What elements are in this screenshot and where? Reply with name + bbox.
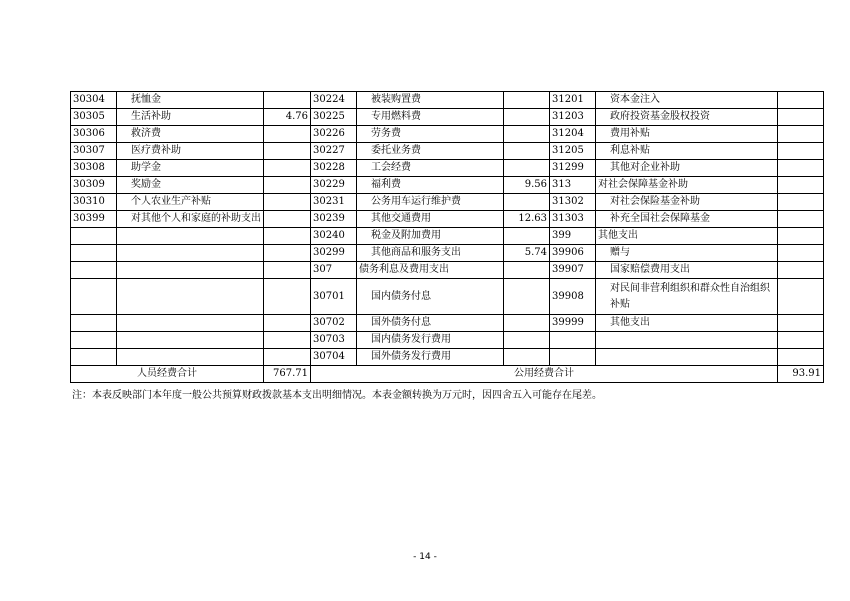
name-cell: 救济费 [117,126,264,143]
code-cell: 30239 [311,211,357,228]
table-row [71,245,824,262]
value-cell [264,177,311,194]
table-row [71,92,824,109]
code-cell: 30226 [311,126,357,143]
value-cell [778,126,824,143]
code-cell: 30702 [311,315,357,332]
code-cell: 30306 [71,126,117,143]
table-footnote: 注：本表反映部门本年度一般公共预算财政拨款基本支出明细情况。本表金额转换为万元时，因四舍五入可能存在尾差。 [72,390,602,401]
value-cell [504,262,550,279]
value-cell [504,228,550,245]
name-cell: 对民间非营利组织和群众性自治组织补贴 [596,279,778,315]
name-cell: 对社会保障基金补助 [596,177,778,194]
value-cell [778,315,824,332]
code-cell: 30228 [311,160,357,177]
name-cell: 福利费 [357,177,504,194]
code-cell: 399 [550,228,596,245]
code-cell: 30240 [311,228,357,245]
table-row [71,279,824,315]
name-cell: 国外债务付息 [357,315,504,332]
value-cell [778,228,824,245]
name-cell: 国家赔偿费用支出 [596,262,778,279]
code-cell: 39999 [550,315,596,332]
code-cell: 31302 [550,194,596,211]
value-cell: 12.63 [504,211,550,228]
name-cell: 医疗费补助 [117,143,264,160]
value-cell [504,279,550,315]
value-cell: 9.56 [504,177,550,194]
table-row [71,177,824,194]
value-cell [264,126,311,143]
value-cell [778,211,824,228]
public-total-value: 93.91 [778,366,824,383]
value-cell [504,332,550,349]
value-cell [778,279,824,315]
value-cell [504,315,550,332]
expenditure-detail-table [70,91,824,383]
code-cell: 30704 [311,349,357,366]
value-cell: 5.74 [504,245,550,262]
code-cell: 30307 [71,143,117,160]
code-cell [71,245,117,262]
name-cell [117,262,264,279]
code-cell [71,332,117,349]
value-cell [264,279,311,315]
code-cell: 31299 [550,160,596,177]
name-cell: 债务利息及费用支出 [357,262,504,279]
code-cell [71,262,117,279]
table-row [71,228,824,245]
personnel-total-value: 767.71 [264,366,311,383]
table-row [71,349,824,366]
code-cell: 30701 [311,279,357,315]
code-cell: 31204 [550,126,596,143]
table-row [71,109,824,126]
value-cell [778,332,824,349]
value-cell: 4.76 [264,109,311,126]
name-cell: 其他对企业补助 [596,160,778,177]
code-cell [71,315,117,332]
value-cell [504,92,550,109]
code-cell: 30703 [311,332,357,349]
table-row [71,262,824,279]
value-cell [778,177,824,194]
name-cell: 委托业务费 [357,143,504,160]
name-cell: 国内债务发行费用 [357,332,504,349]
table-row [71,194,824,211]
name-cell: 其他支出 [596,228,778,245]
value-cell [264,315,311,332]
value-cell [778,349,824,366]
code-cell: 30299 [311,245,357,262]
value-cell [264,228,311,245]
code-cell: 31303 [550,211,596,228]
code-cell: 30227 [311,143,357,160]
code-cell: 30309 [71,177,117,194]
name-cell: 国外债务发行费用 [357,349,504,366]
code-cell: 30310 [71,194,117,211]
name-cell: 个人农业生产补贴 [117,194,264,211]
table-row [71,160,824,177]
name-cell: 工会经费 [357,160,504,177]
value-cell [264,92,311,109]
value-cell [778,160,824,177]
public-total-label: 公用经费合计 [311,366,778,383]
name-cell: 其他交通费用 [357,211,504,228]
value-cell [504,194,550,211]
totals-row [71,366,824,383]
code-cell: 30229 [311,177,357,194]
table-row [71,332,824,349]
code-cell: 39908 [550,279,596,315]
name-cell: 劳务费 [357,126,504,143]
name-cell: 对社会保险基金补助 [596,194,778,211]
code-cell: 313 [550,177,596,194]
name-cell: 抚恤金 [117,92,264,109]
code-cell: 30225 [311,109,357,126]
name-cell: 生活补助 [117,109,264,126]
table-row [71,211,824,228]
value-cell [778,143,824,160]
code-cell: 31205 [550,143,596,160]
value-cell [504,109,550,126]
code-cell: 30305 [71,109,117,126]
name-cell: 税金及附加费用 [357,228,504,245]
name-cell: 其他商品和服务支出 [357,245,504,262]
name-cell: 对其他个人和家庭的补助支出 [117,211,264,228]
code-cell: 30231 [311,194,357,211]
name-cell: 奖励金 [117,177,264,194]
value-cell [778,109,824,126]
code-cell: 307 [311,262,357,279]
name-cell: 政府投资基金股权投资 [596,109,778,126]
code-cell [550,332,596,349]
name-cell: 其他支出 [596,315,778,332]
code-cell: 30224 [311,92,357,109]
code-cell: 30308 [71,160,117,177]
value-cell [778,194,824,211]
table-row [71,143,824,160]
name-cell: 补充全国社会保障基金 [596,211,778,228]
value-cell [778,245,824,262]
table-row [71,126,824,143]
value-cell [264,143,311,160]
code-cell [71,279,117,315]
table-row [71,315,824,332]
code-cell [71,228,117,245]
code-cell: 31201 [550,92,596,109]
name-cell [117,228,264,245]
value-cell [264,349,311,366]
value-cell [264,245,311,262]
code-cell [550,349,596,366]
value-cell [504,349,550,366]
name-cell: 费用补贴 [596,126,778,143]
value-cell [264,262,311,279]
name-cell [596,332,778,349]
page-number: - 14 - [413,552,437,562]
personnel-total-label: 人员经费合计 [71,366,264,383]
code-cell: 30304 [71,92,117,109]
code-cell [71,349,117,366]
value-cell [264,194,311,211]
name-cell: 专用燃料费 [357,109,504,126]
name-cell: 资本金注入 [596,92,778,109]
code-cell: 39906 [550,245,596,262]
name-cell: 赠与 [596,245,778,262]
name-cell: 被装购置费 [357,92,504,109]
value-cell [504,143,550,160]
code-cell: 39907 [550,262,596,279]
value-cell [264,332,311,349]
code-cell: 31203 [550,109,596,126]
value-cell [504,126,550,143]
name-cell [117,245,264,262]
name-cell: 国内债务付息 [357,279,504,315]
name-cell: 利息补贴 [596,143,778,160]
value-cell [264,160,311,177]
name-cell: 公务用车运行维护费 [357,194,504,211]
name-cell [117,332,264,349]
name-cell [117,279,264,315]
name-cell: 助学金 [117,160,264,177]
value-cell [504,160,550,177]
value-cell [778,262,824,279]
name-cell [596,349,778,366]
value-cell [778,92,824,109]
value-cell [264,211,311,228]
name-cell [117,349,264,366]
code-cell: 30399 [71,211,117,228]
name-cell [117,315,264,332]
